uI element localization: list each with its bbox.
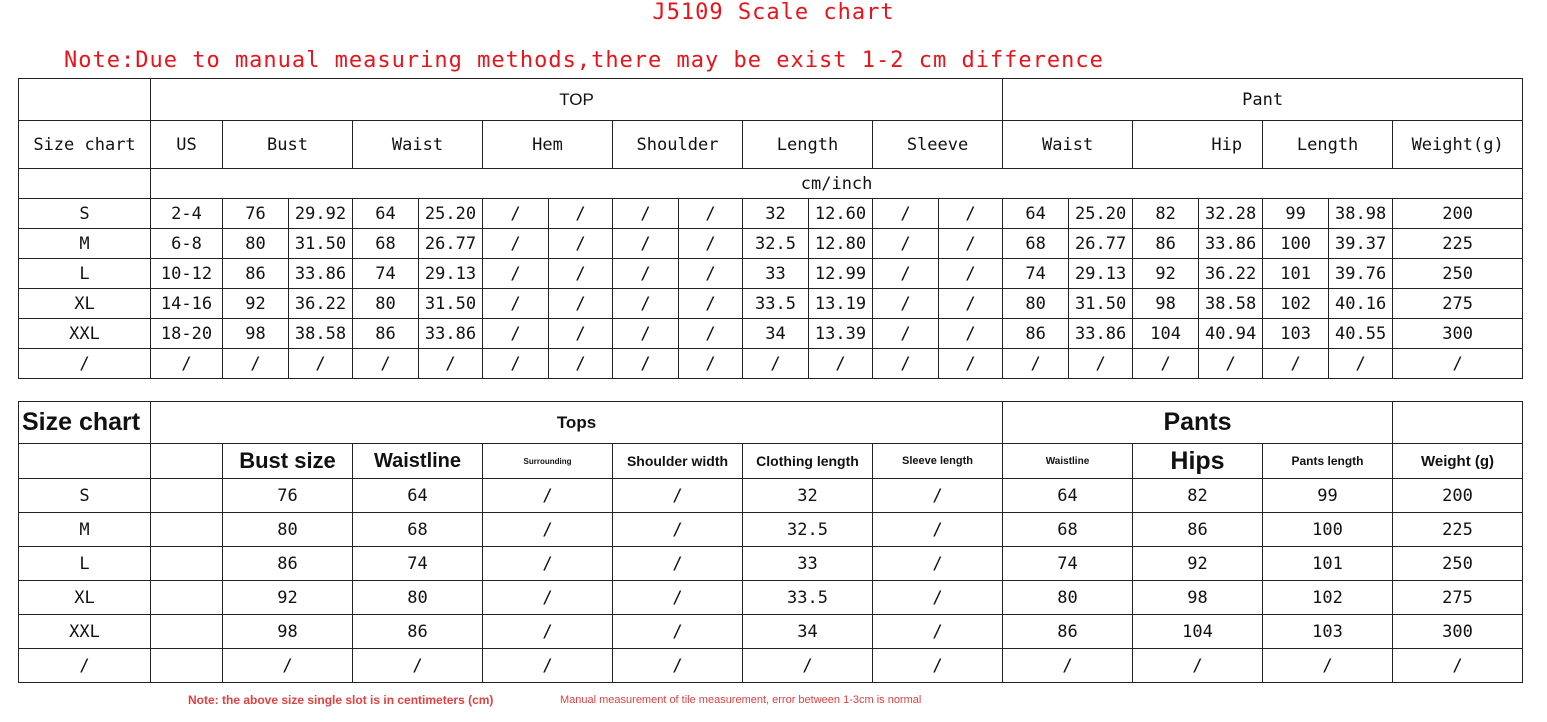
table-cell: 31.50 [419, 289, 483, 319]
table-row [19, 199, 1523, 229]
table-cell: 101 [1263, 547, 1393, 581]
table-cell: 104 [1133, 319, 1199, 349]
table-cell: / [613, 319, 679, 349]
blank-cell [151, 581, 223, 615]
table-cell: 76 [223, 479, 353, 513]
table-cell: 74 [353, 547, 483, 581]
table-cell: / [873, 349, 939, 379]
col-header-length: Length [743, 121, 873, 169]
table-cell: / [1069, 349, 1133, 379]
table-cell: 86 [223, 259, 289, 289]
table-cell: 99 [1263, 479, 1393, 513]
table-cell: 74 [1003, 259, 1069, 289]
table-cell: 31.50 [1069, 289, 1133, 319]
unit-row-blank [19, 169, 151, 199]
size-cell: M [19, 513, 151, 547]
table-cell: / [679, 289, 743, 319]
col-header-surrounding: Surrounding [483, 444, 613, 479]
table-cell: 68 [1003, 513, 1133, 547]
unit-label: cm/inch [151, 169, 1523, 199]
col-header-weight: Weight (g) [1393, 444, 1523, 479]
table-cell: 68 [353, 229, 419, 259]
table-cell: / [483, 199, 549, 229]
table-cell: 80 [223, 513, 353, 547]
table-cell: / [549, 199, 613, 229]
corner-label: Size chart [19, 402, 151, 444]
table-cell: 13.39 [809, 319, 873, 349]
table-cell: 102 [1263, 581, 1393, 615]
blank-cell [151, 547, 223, 581]
group-header-tops: Tops [151, 402, 1003, 444]
blank-cell [151, 513, 223, 547]
table-cell: / [679, 229, 743, 259]
table-cell: 76 [223, 199, 289, 229]
table-cell: 86 [1133, 229, 1199, 259]
table-cell: / [483, 319, 549, 349]
table-cell: 39.76 [1329, 259, 1393, 289]
table-cell: / [939, 319, 1003, 349]
table-cell: / [613, 289, 679, 319]
table-row [19, 289, 1523, 319]
header-blank [19, 444, 151, 479]
table-cell: / [679, 199, 743, 229]
table-cell: 33.86 [419, 319, 483, 349]
size-cell: S [19, 199, 151, 229]
size-cell: / [19, 649, 151, 683]
col-header-weight: Weight(g) [1393, 121, 1523, 169]
table-cell: 38.98 [1329, 199, 1393, 229]
table-cell: 98 [223, 615, 353, 649]
col-header-sleeve: Sleeve [873, 121, 1003, 169]
table-cell: / [1133, 649, 1263, 683]
table-row [19, 547, 1523, 581]
table-cell: / [743, 649, 873, 683]
table-cell: / [1393, 649, 1523, 683]
table-cell: 225 [1393, 229, 1523, 259]
size-table-cm [18, 401, 1523, 683]
table-cell: / [483, 581, 613, 615]
table-cell: 275 [1393, 581, 1523, 615]
table-cell: 13.19 [809, 289, 873, 319]
table-cell: / [289, 349, 353, 379]
table-cell: / [873, 319, 939, 349]
table-cell: / [939, 289, 1003, 319]
table-cell: 25.20 [1069, 199, 1133, 229]
header-blank-us [151, 444, 223, 479]
table-cell: 33.5 [743, 581, 873, 615]
table-cell: 25.20 [419, 199, 483, 229]
table-cell: 40.94 [1199, 319, 1263, 349]
table-cell: 33.5 [743, 289, 809, 319]
footer-note-error: Manual measurement of tile measurement, error between 1-3cm is normal [560, 694, 922, 706]
size-cell: XXL [19, 319, 151, 349]
table-cell: 12.99 [809, 259, 873, 289]
table-cell: 101 [1263, 259, 1329, 289]
table-cell: 103 [1263, 615, 1393, 649]
table-cell: 12.80 [809, 229, 873, 259]
table-cell: 250 [1393, 259, 1523, 289]
table-row [19, 349, 1523, 379]
table-row [19, 259, 1523, 289]
col-header-pants-length: Pants length [1263, 444, 1393, 479]
table-cell: 34 [743, 319, 809, 349]
table-cell: / [873, 259, 939, 289]
table-cell: 250 [1393, 547, 1523, 581]
table-cell: 12.60 [809, 199, 873, 229]
size-cell: XL [19, 289, 151, 319]
table-cell: / [613, 349, 679, 379]
table-cell: 32.28 [1199, 199, 1263, 229]
table-cell: / [613, 229, 679, 259]
table-cell: / [939, 199, 1003, 229]
table-cell: 80 [353, 289, 419, 319]
table-cell: / [613, 259, 679, 289]
table-cell: 32 [743, 479, 873, 513]
table-cell: 80 [223, 229, 289, 259]
group-header-pant: Pant [1003, 79, 1523, 121]
table-cell: 300 [1393, 615, 1523, 649]
table-cell: / [613, 479, 743, 513]
table-row [19, 513, 1523, 547]
footer-note-units: Note: the above size single slot is in centimeters (cm) [188, 693, 494, 707]
table-row [19, 319, 1523, 349]
table-cell: / [873, 289, 939, 319]
col-header-bust: Bust [223, 121, 353, 169]
table-cell: / [353, 649, 483, 683]
table-row [19, 229, 1523, 259]
table-cell: 86 [1133, 513, 1263, 547]
table-cell: / [549, 349, 613, 379]
table-cell: 64 [353, 479, 483, 513]
col-header-clothing-length: Clothing length [743, 444, 873, 479]
col-header-shoulder: Shoulder [613, 121, 743, 169]
col-header-shoulder-width: Shoulder width [613, 444, 743, 479]
table-cell: / [1263, 349, 1329, 379]
table-cell: 64 [1003, 479, 1133, 513]
table-cell: 92 [223, 289, 289, 319]
table-cell: 2-4 [151, 199, 223, 229]
table-cell: 33 [743, 547, 873, 581]
table-cell: / [613, 547, 743, 581]
table-cell: 86 [223, 547, 353, 581]
table-row [19, 615, 1523, 649]
table-cell: / [549, 289, 613, 319]
table-cell: 98 [223, 319, 289, 349]
table-cell: / [151, 349, 223, 379]
size-cell: M [19, 229, 151, 259]
group-header-pants: Pants [1003, 402, 1393, 444]
table-cell: / [483, 513, 613, 547]
size-cell: L [19, 259, 151, 289]
size-table-cm-inch [18, 78, 1523, 379]
col-header-pant-waist: Waist [1003, 121, 1133, 169]
table-cell: / [549, 229, 613, 259]
table-cell: 64 [1003, 199, 1069, 229]
table-cell: / [613, 615, 743, 649]
table-cell: 74 [1003, 547, 1133, 581]
table-row [19, 649, 1523, 683]
table-cell: 10-12 [151, 259, 223, 289]
table-cell: / [483, 259, 549, 289]
table-cell: / [549, 259, 613, 289]
table-cell: 92 [1133, 547, 1263, 581]
table-cell: / [939, 229, 1003, 259]
table-cell: / [483, 479, 613, 513]
table-cell: 33 [743, 259, 809, 289]
table-cell: 100 [1263, 229, 1329, 259]
table-cell: 29.92 [289, 199, 353, 229]
table-cell: / [1263, 649, 1393, 683]
table-cell: / [873, 615, 1003, 649]
table-cell: 18-20 [151, 319, 223, 349]
table-cell: 36.22 [289, 289, 353, 319]
table-cell: / [1393, 349, 1523, 379]
table-cell: 225 [1393, 513, 1523, 547]
size-cell: / [19, 349, 151, 379]
col-header-hip: Hip [1133, 121, 1263, 169]
table-cell: 33.86 [1199, 229, 1263, 259]
table-cell: / [873, 581, 1003, 615]
table-cell: / [483, 547, 613, 581]
table-cell: / [679, 349, 743, 379]
table-cell: / [873, 649, 1003, 683]
table-cell: 98 [1133, 289, 1199, 319]
col-header-pants-waistline: Waistline [1003, 444, 1133, 479]
corner-cell [19, 79, 151, 121]
table-cell: 103 [1263, 319, 1329, 349]
table-cell: 98 [1133, 581, 1263, 615]
table-cell: 92 [223, 581, 353, 615]
table-cell: / [483, 229, 549, 259]
table-cell: / [873, 199, 939, 229]
chart-title: J5109 Scale chart [652, 0, 895, 25]
table-cell: 80 [353, 581, 483, 615]
table-cell: / [679, 319, 743, 349]
table-cell: 86 [1003, 615, 1133, 649]
table-cell: 32.5 [743, 513, 873, 547]
table-cell: / [223, 649, 353, 683]
table-cell: 31.50 [289, 229, 353, 259]
table-cell: / [809, 349, 873, 379]
table-cell: / [743, 349, 809, 379]
table-cell: 200 [1393, 199, 1523, 229]
table-cell: 32 [743, 199, 809, 229]
col-header-size-chart: Size chart [19, 121, 151, 169]
col-header-hem: Hem [483, 121, 613, 169]
table-cell: 29.13 [419, 259, 483, 289]
table-cell: / [353, 349, 419, 379]
table-cell: / [483, 649, 613, 683]
table-cell: / [873, 547, 1003, 581]
table-cell: 29.13 [1069, 259, 1133, 289]
table-cell: / [483, 615, 613, 649]
table-cell: 102 [1263, 289, 1329, 319]
table-cell: 68 [353, 513, 483, 547]
table-cell: 34 [743, 615, 873, 649]
table-cell: 38.58 [1199, 289, 1263, 319]
table-cell: 74 [353, 259, 419, 289]
table-cell: 33.86 [1069, 319, 1133, 349]
table-cell: 36.22 [1199, 259, 1263, 289]
table-cell: / [483, 349, 549, 379]
col-header-hips: Hips [1133, 444, 1263, 479]
table-cell: 39.37 [1329, 229, 1393, 259]
table-cell: / [939, 259, 1003, 289]
table-cell: 275 [1393, 289, 1523, 319]
table-row [19, 581, 1523, 615]
table-cell: / [873, 513, 1003, 547]
table-cell: / [1133, 349, 1199, 379]
table-cell: 14-16 [151, 289, 223, 319]
table-cell: 80 [1003, 289, 1069, 319]
table-cell: 32.5 [743, 229, 809, 259]
table-cell: 38.58 [289, 319, 353, 349]
table-cell: 82 [1133, 199, 1199, 229]
table-cell: / [939, 349, 1003, 379]
table-cell: 86 [353, 319, 419, 349]
table-cell: 40.16 [1329, 289, 1393, 319]
table-cell: / [613, 513, 743, 547]
table-cell: 26.77 [419, 229, 483, 259]
size-cell: XXL [19, 615, 151, 649]
table-cell: 68 [1003, 229, 1069, 259]
size-cell: L [19, 547, 151, 581]
col-header-bust-size: Bust size [223, 444, 353, 479]
table-cell: / [613, 581, 743, 615]
table-cell: / [419, 349, 483, 379]
blank-cell [151, 479, 223, 513]
table-cell: 200 [1393, 479, 1523, 513]
blank-cell [151, 649, 223, 683]
table-cell: / [1199, 349, 1263, 379]
table-cell: 300 [1393, 319, 1523, 349]
table-cell: / [549, 319, 613, 349]
col-header-pant-length: Length [1263, 121, 1393, 169]
table-cell: 80 [1003, 581, 1133, 615]
table-cell: / [483, 289, 549, 319]
table-cell: 104 [1133, 615, 1263, 649]
table-row [19, 479, 1523, 513]
table-cell: 26.77 [1069, 229, 1133, 259]
table-cell: 92 [1133, 259, 1199, 289]
blank-cell [151, 615, 223, 649]
header-blank [1393, 402, 1523, 444]
table-cell: / [613, 199, 679, 229]
table-cell: 82 [1133, 479, 1263, 513]
col-header-waistline: Waistline [353, 444, 483, 479]
table-cell: / [223, 349, 289, 379]
table-cell: / [873, 229, 939, 259]
col-header-sleeve-length: Sleeve length [873, 444, 1003, 479]
size-cell: XL [19, 581, 151, 615]
table-cell: / [679, 259, 743, 289]
size-cell: S [19, 479, 151, 513]
table-cell: / [1003, 649, 1133, 683]
table-cell: / [613, 649, 743, 683]
table-cell: / [1329, 349, 1393, 379]
table-cell: 6-8 [151, 229, 223, 259]
table-cell: 33.86 [289, 259, 353, 289]
table-cell: 86 [1003, 319, 1069, 349]
col-header-waist: Waist [353, 121, 483, 169]
col-header-us: US [151, 121, 223, 169]
table-cell: 100 [1263, 513, 1393, 547]
measurement-note: Note:Due to manual measuring methods,there may be exist 1-2 cm difference [64, 48, 1104, 73]
group-header-top: TOP [151, 79, 1003, 121]
table-cell: / [873, 479, 1003, 513]
table-cell: / [1003, 349, 1069, 379]
table-cell: 99 [1263, 199, 1329, 229]
table-cell: 40.55 [1329, 319, 1393, 349]
table-cell: 86 [353, 615, 483, 649]
table-cell: 64 [353, 199, 419, 229]
